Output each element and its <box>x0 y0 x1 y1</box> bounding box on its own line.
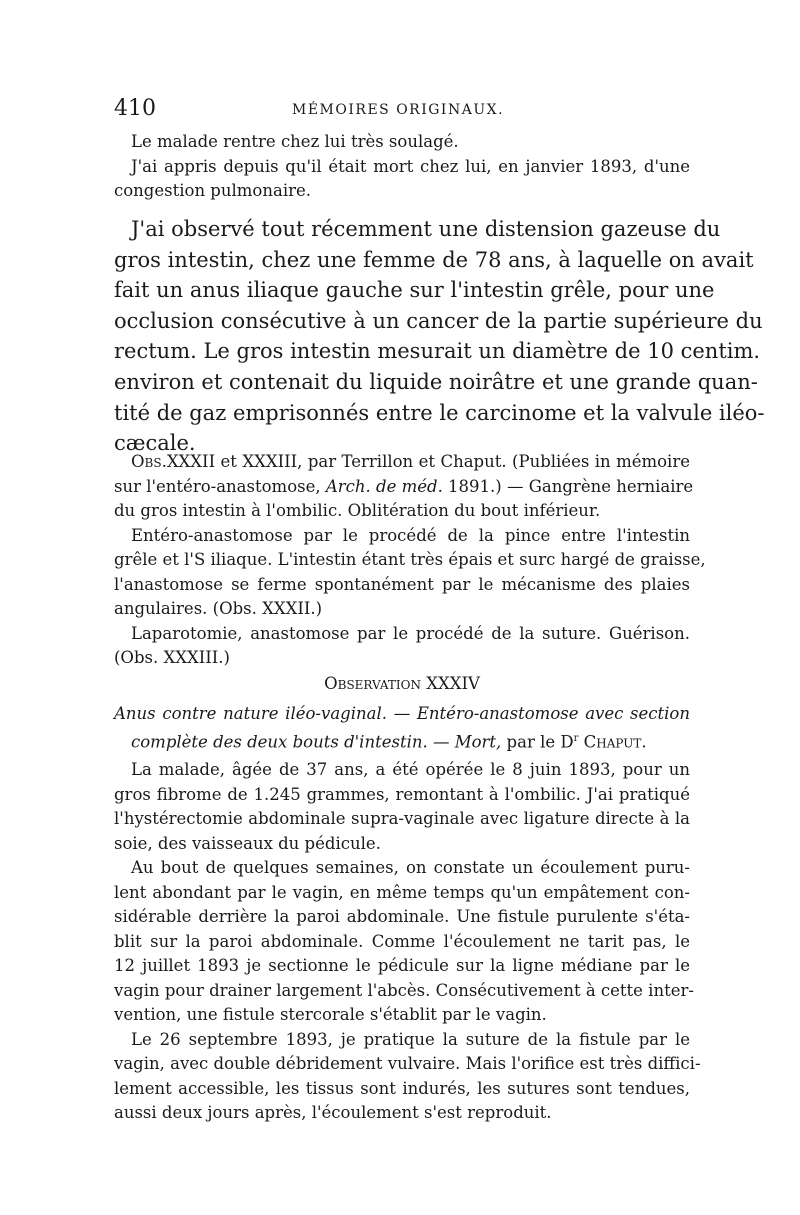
text-line <box>114 475 694 500</box>
text-line: aussi deux jours après, l'écoulement s'est reproduit. <box>114 1103 552 1122</box>
text-line: l'anastomose se ferme spontanément par le mécanisme des plaies <box>114 574 690 594</box>
text-line: grêle et l'S iliaque. L'intestin étant très épais et surc hargé de graisse, <box>114 550 706 569</box>
text-line: vention, une fistule stercorale s'établit par le vagin. <box>114 1005 547 1024</box>
journal-title: Arch. de méd. <box>325 476 443 496</box>
page-number: 410 <box>114 96 156 121</box>
observation-subtitle <box>114 702 690 755</box>
text-run: 1891.) — Gangrène herniaire <box>442 476 694 496</box>
text-line: congestion pulmonaire. <box>114 181 311 200</box>
text-line <box>114 450 690 475</box>
text-line: soie, des vaisseaux du pédicule. <box>114 833 381 853</box>
heading-number: XXXIV <box>420 674 480 693</box>
text-line: fait un anus iliaque gauche sur l'intestin grêle, pour une <box>114 278 715 303</box>
text-line: Au bout de quelques semaines, on constate un écoulement puru- <box>131 858 690 877</box>
paragraph-gaseous-distension <box>114 214 765 459</box>
text-line: cæcale. <box>114 431 196 456</box>
text-run: XXXII et XXXIII, par Terrillon et Chaput. (Publiées in mémoire <box>166 452 690 471</box>
running-title: MÉMOIRES ORIGINAUX. <box>292 102 505 118</box>
text-line: occlusion consécutive à un cancer de la partie supérieure du <box>114 308 763 333</box>
text-line: J'ai appris depuis qu'il était mort chez lui, en janvier 1893, d'une <box>131 156 690 176</box>
text-line: l'hystérectomie abdominale supra-vaginale avec ligature directe à la <box>114 809 690 828</box>
text-line: sidérable derrière la paroi abdominale. Une fistule purulente s'éta- <box>114 907 690 926</box>
text-line: angulaires. (Obs. XXXII.) <box>114 599 323 618</box>
text-line: vagin, avec double débridement vulvaire. Mais l'orifice est très diffici- <box>114 1054 701 1073</box>
text-line: J'ai observé tout récemment une distension gazeuse du <box>131 217 721 241</box>
text-line: La malade, âgée de 37 ans, a été opérée le 8 juin 1893, pour un <box>131 760 690 779</box>
text-line: gros fibrome de 1.245 grammes, remontant à l'ombilic. J'ai pratiqué <box>114 784 690 804</box>
text-line: tité de gaz emprisonnés entre le carcinome et la valvule iléo- <box>114 400 765 425</box>
subtitle-line: Anus contre nature iléo-vaginal. — Entéro-anastomose avec section <box>114 704 690 723</box>
text-run: sur l'entéro-anastomose, <box>114 476 326 496</box>
text-line: lent abondant par le vagin, en même temps qu'un empâtement con- <box>114 882 690 902</box>
obs-abbrev: Obs. <box>131 452 167 471</box>
paragraph-case-report <box>114 758 701 1126</box>
text-line: environ et contenait du liquide noirâtre et une grande quan- <box>114 369 758 394</box>
text-line: lement accessible, les tissus sont indurés, les sutures sont tendues, <box>114 1078 690 1098</box>
text-run: par le D <box>501 732 574 751</box>
paragraph-observations-32-33 <box>114 450 706 671</box>
text-line: Le 26 septembre 1893, je pratique la suture de la fistule par le <box>131 1029 690 1049</box>
author-name: Chaput. <box>578 732 647 751</box>
subtitle-line <box>114 727 690 755</box>
text-line: rectum. Le gros intestin mesurait un diamètre de 10 centim. <box>114 339 761 364</box>
text-line: 12 juillet 1893 je sectionne le pédicule sur la ligne médiane par le <box>114 956 690 975</box>
text-line: blit sur la paroi abdominale. Comme l'écoulement ne tarit pas, le <box>114 931 690 951</box>
text-line: (Obs. XXXIII.) <box>114 648 230 667</box>
superscript: r <box>573 732 579 744</box>
text-line: du gros intestin à l'ombilic. Oblitération du bout inférieur. <box>114 501 601 520</box>
text-line: Le malade rentre chez lui très soulagé. <box>131 132 459 151</box>
observation-heading <box>114 672 690 697</box>
paragraph-patient-return <box>114 130 690 204</box>
text-run: complète des deux bouts d'intestin. — Mort, <box>131 732 502 751</box>
heading-word: Observation <box>324 674 421 693</box>
text-line: Entéro-anastomose par le procédé de la pince entre l'intestin <box>131 525 690 545</box>
text-line: Laparotomie, anastomose par le procédé de la suture. Guérison. <box>131 623 690 643</box>
text-line: gros intestin, chez une femme de 78 ans, à laquelle on avait <box>114 247 754 272</box>
text-line: vagin pour drainer largement l'abcès. Consécutivement à cette inter- <box>114 980 694 1000</box>
